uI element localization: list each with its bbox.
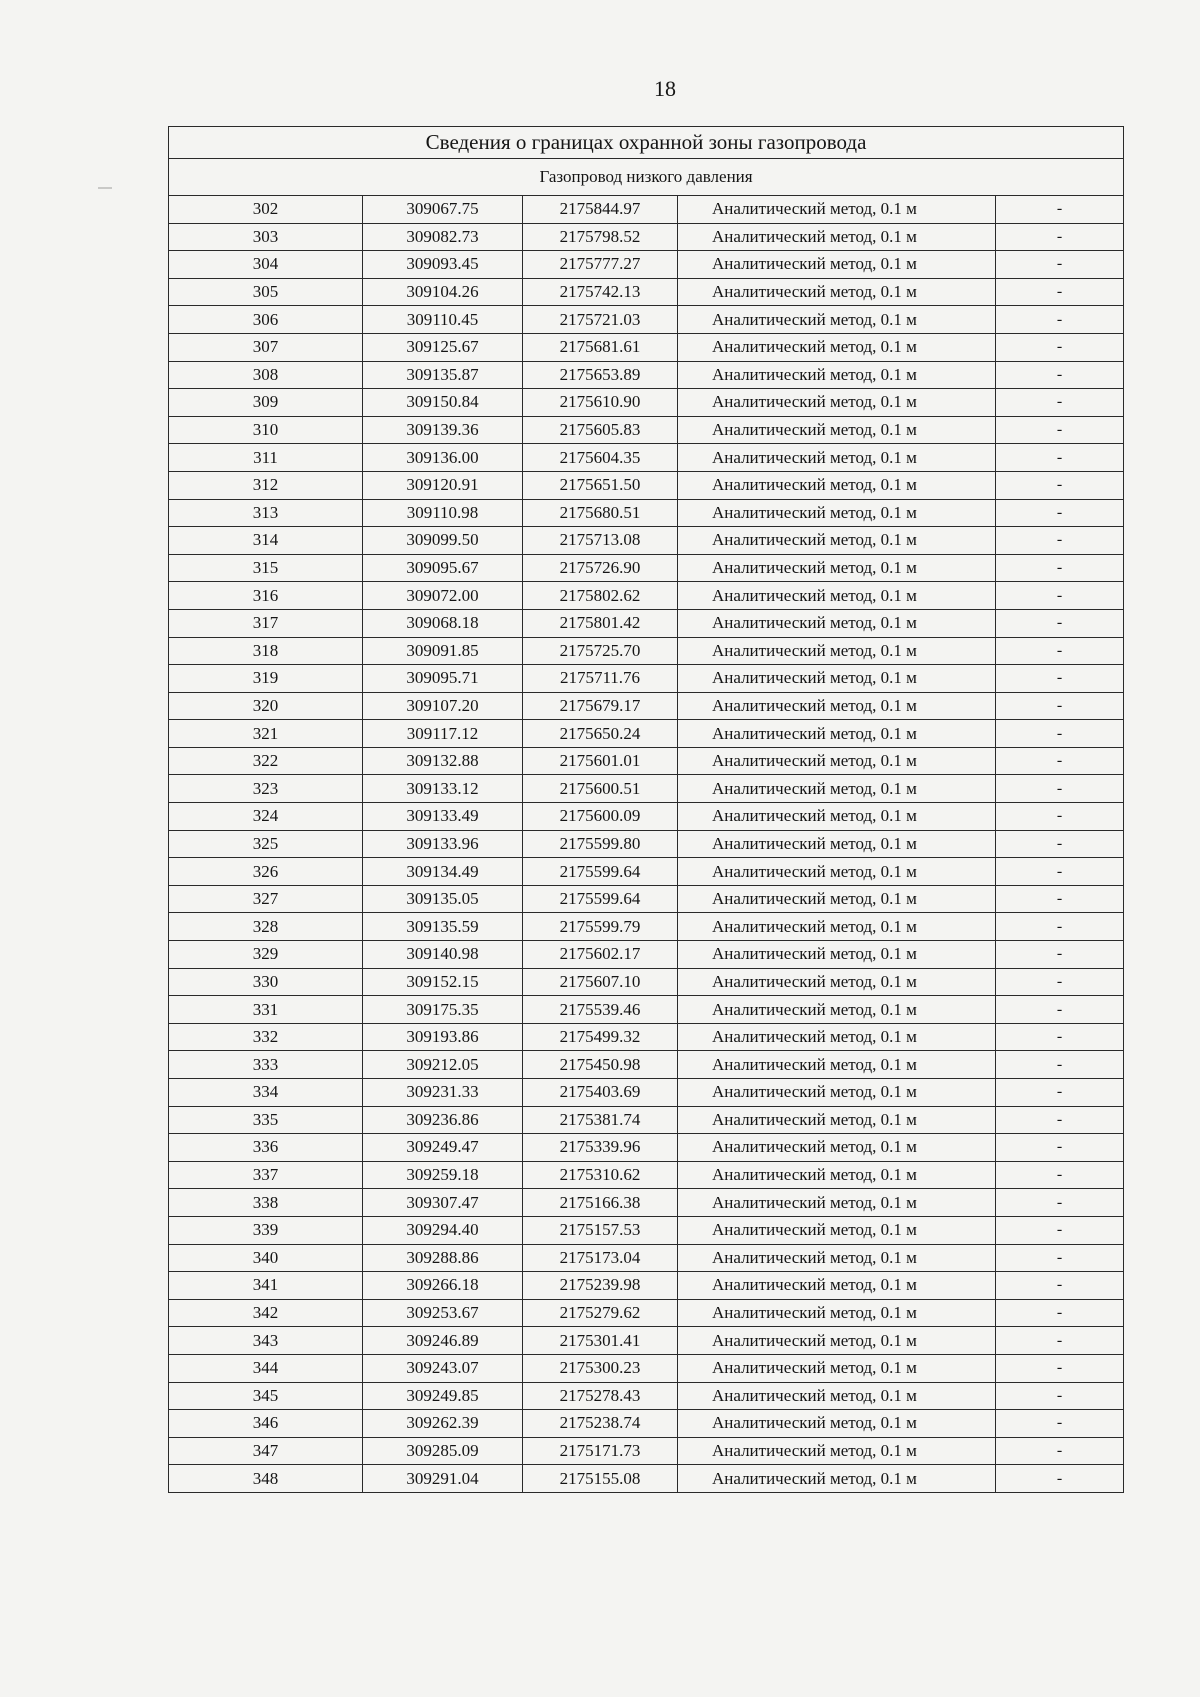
point-number-cell: 313 xyxy=(169,499,363,527)
x-coordinate-cell: 309253.67 xyxy=(363,1299,523,1327)
x-coordinate-cell: 309212.05 xyxy=(363,1051,523,1079)
method-cell: Аналитический метод, 0.1 м xyxy=(678,554,996,582)
method-cell: Аналитический метод, 0.1 м xyxy=(678,278,996,306)
method-cell: Аналитический метод, 0.1 м xyxy=(678,1272,996,1300)
point-number-cell: 342 xyxy=(169,1299,363,1327)
y-coordinate-cell: 2175604.35 xyxy=(523,444,678,472)
table-row xyxy=(169,196,1124,224)
x-coordinate-cell: 309117.12 xyxy=(363,720,523,748)
y-coordinate-cell: 2175381.74 xyxy=(523,1106,678,1134)
method-cell: Аналитический метод, 0.1 м xyxy=(678,471,996,499)
note-cell: - xyxy=(996,1465,1124,1493)
table-row xyxy=(169,1244,1124,1272)
x-coordinate-cell: 309288.86 xyxy=(363,1244,523,1272)
table-row xyxy=(169,830,1124,858)
table-row xyxy=(169,416,1124,444)
table-row xyxy=(169,1437,1124,1465)
y-coordinate-cell: 2175499.32 xyxy=(523,1023,678,1051)
table-row xyxy=(169,775,1124,803)
y-coordinate-cell: 2175721.03 xyxy=(523,306,678,334)
note-cell: - xyxy=(996,1023,1124,1051)
note-cell: - xyxy=(996,582,1124,610)
x-coordinate-cell: 309285.09 xyxy=(363,1437,523,1465)
method-cell: Аналитический метод, 0.1 м xyxy=(678,306,996,334)
table-row xyxy=(169,747,1124,775)
note-cell: - xyxy=(996,1272,1124,1300)
y-coordinate-cell: 2175844.97 xyxy=(523,196,678,224)
point-number-cell: 329 xyxy=(169,941,363,969)
note-cell: - xyxy=(996,278,1124,306)
note-cell: - xyxy=(996,1216,1124,1244)
y-coordinate-cell: 2175600.51 xyxy=(523,775,678,803)
note-cell: - xyxy=(996,1189,1124,1217)
table-row xyxy=(169,609,1124,637)
x-coordinate-cell: 309136.00 xyxy=(363,444,523,472)
note-cell: - xyxy=(996,554,1124,582)
method-cell: Аналитический метод, 0.1 м xyxy=(678,1327,996,1355)
y-coordinate-cell: 2175650.24 xyxy=(523,720,678,748)
y-coordinate-cell: 2175711.76 xyxy=(523,665,678,693)
y-coordinate-cell: 2175651.50 xyxy=(523,471,678,499)
x-coordinate-cell: 309294.40 xyxy=(363,1216,523,1244)
y-coordinate-cell: 2175171.73 xyxy=(523,1437,678,1465)
y-coordinate-cell: 2175157.53 xyxy=(523,1216,678,1244)
x-coordinate-cell: 309266.18 xyxy=(363,1272,523,1300)
y-coordinate-cell: 2175450.98 xyxy=(523,1051,678,1079)
table-row xyxy=(169,968,1124,996)
y-coordinate-cell: 2175679.17 xyxy=(523,692,678,720)
point-number-cell: 347 xyxy=(169,1437,363,1465)
x-coordinate-cell: 309095.67 xyxy=(363,554,523,582)
y-coordinate-cell: 2175801.42 xyxy=(523,609,678,637)
x-coordinate-cell: 309307.47 xyxy=(363,1189,523,1217)
method-cell: Аналитический метод, 0.1 м xyxy=(678,830,996,858)
y-coordinate-cell: 2175599.79 xyxy=(523,913,678,941)
coordinates-table xyxy=(168,126,1124,1493)
method-cell: Аналитический метод, 0.1 м xyxy=(678,361,996,389)
y-coordinate-cell: 2175600.09 xyxy=(523,803,678,831)
note-cell: - xyxy=(996,609,1124,637)
x-coordinate-cell: 309099.50 xyxy=(363,527,523,555)
note-cell: - xyxy=(996,306,1124,334)
note-cell: - xyxy=(996,692,1124,720)
method-cell: Аналитический метод, 0.1 м xyxy=(678,747,996,775)
x-coordinate-cell: 309110.98 xyxy=(363,499,523,527)
point-number-cell: 348 xyxy=(169,1465,363,1493)
x-coordinate-cell: 309246.89 xyxy=(363,1327,523,1355)
point-number-cell: 306 xyxy=(169,306,363,334)
table-row xyxy=(169,692,1124,720)
method-cell: Аналитический метод, 0.1 м xyxy=(678,941,996,969)
point-number-cell: 317 xyxy=(169,609,363,637)
point-number-cell: 335 xyxy=(169,1106,363,1134)
table-row xyxy=(169,1051,1124,1079)
x-coordinate-cell: 309150.84 xyxy=(363,389,523,417)
table-title: Сведения о границах охранной зоны газопровода xyxy=(169,127,1124,159)
x-coordinate-cell: 309134.49 xyxy=(363,858,523,886)
table-row xyxy=(169,251,1124,279)
page-number: 18 xyxy=(654,76,676,101)
point-number-cell: 309 xyxy=(169,389,363,417)
note-cell: - xyxy=(996,775,1124,803)
x-coordinate-cell: 309135.05 xyxy=(363,885,523,913)
method-cell: Аналитический метод, 0.1 м xyxy=(678,1134,996,1162)
table-row xyxy=(169,1189,1124,1217)
point-number-cell: 343 xyxy=(169,1327,363,1355)
y-coordinate-cell: 2175539.46 xyxy=(523,996,678,1024)
point-number-cell: 322 xyxy=(169,747,363,775)
y-coordinate-cell: 2175599.64 xyxy=(523,858,678,886)
point-number-cell: 303 xyxy=(169,223,363,251)
method-cell: Аналитический метод, 0.1 м xyxy=(678,389,996,417)
y-coordinate-cell: 2175802.62 xyxy=(523,582,678,610)
note-cell: - xyxy=(996,747,1124,775)
method-cell: Аналитический метод, 0.1 м xyxy=(678,1106,996,1134)
point-number-cell: 326 xyxy=(169,858,363,886)
note-cell: - xyxy=(996,803,1124,831)
y-coordinate-cell: 2175310.62 xyxy=(523,1161,678,1189)
note-cell: - xyxy=(996,1134,1124,1162)
x-coordinate-cell: 309175.35 xyxy=(363,996,523,1024)
y-coordinate-cell: 2175742.13 xyxy=(523,278,678,306)
note-cell: - xyxy=(996,444,1124,472)
x-coordinate-cell: 309152.15 xyxy=(363,968,523,996)
table-row xyxy=(169,471,1124,499)
point-number-cell: 321 xyxy=(169,720,363,748)
point-number-cell: 334 xyxy=(169,1079,363,1107)
method-cell: Аналитический метод, 0.1 м xyxy=(678,775,996,803)
point-number-cell: 332 xyxy=(169,1023,363,1051)
method-cell: Аналитический метод, 0.1 м xyxy=(678,527,996,555)
table-subtitle: Газопровод низкого давления xyxy=(169,159,1124,196)
x-coordinate-cell: 309067.75 xyxy=(363,196,523,224)
method-cell: Аналитический метод, 0.1 м xyxy=(678,196,996,224)
y-coordinate-cell: 2175602.17 xyxy=(523,941,678,969)
x-coordinate-cell: 309140.98 xyxy=(363,941,523,969)
y-coordinate-cell: 2175777.27 xyxy=(523,251,678,279)
x-coordinate-cell: 309249.85 xyxy=(363,1382,523,1410)
table-row xyxy=(169,1134,1124,1162)
note-cell: - xyxy=(996,1354,1124,1382)
note-cell: - xyxy=(996,416,1124,444)
point-number-cell: 325 xyxy=(169,830,363,858)
y-coordinate-cell: 2175238.74 xyxy=(523,1410,678,1438)
point-number-cell: 344 xyxy=(169,1354,363,1382)
table-row xyxy=(169,1410,1124,1438)
table-row xyxy=(169,941,1124,969)
method-cell: Аналитический метод, 0.1 м xyxy=(678,858,996,886)
point-number-cell: 311 xyxy=(169,444,363,472)
table-title-row xyxy=(169,127,1124,159)
method-cell: Аналитический метод, 0.1 м xyxy=(678,885,996,913)
method-cell: Аналитический метод, 0.1 м xyxy=(678,444,996,472)
method-cell: Аналитический метод, 0.1 м xyxy=(678,1079,996,1107)
y-coordinate-cell: 2175680.51 xyxy=(523,499,678,527)
y-coordinate-cell: 2175301.41 xyxy=(523,1327,678,1355)
y-coordinate-cell: 2175601.01 xyxy=(523,747,678,775)
point-number-cell: 339 xyxy=(169,1216,363,1244)
x-coordinate-cell: 309135.87 xyxy=(363,361,523,389)
table-row xyxy=(169,913,1124,941)
note-cell: - xyxy=(996,720,1124,748)
point-number-cell: 328 xyxy=(169,913,363,941)
point-number-cell: 302 xyxy=(169,196,363,224)
x-coordinate-cell: 309236.86 xyxy=(363,1106,523,1134)
method-cell: Аналитический метод, 0.1 м xyxy=(678,1382,996,1410)
method-cell: Аналитический метод, 0.1 м xyxy=(678,996,996,1024)
table-row xyxy=(169,223,1124,251)
note-cell: - xyxy=(996,196,1124,224)
x-coordinate-cell: 309133.12 xyxy=(363,775,523,803)
note-cell: - xyxy=(996,1410,1124,1438)
table-row xyxy=(169,361,1124,389)
x-coordinate-cell: 309132.88 xyxy=(363,747,523,775)
x-coordinate-cell: 309120.91 xyxy=(363,471,523,499)
note-cell: - xyxy=(996,499,1124,527)
note-cell: - xyxy=(996,333,1124,361)
note-cell: - xyxy=(996,251,1124,279)
y-coordinate-cell: 2175610.90 xyxy=(523,389,678,417)
table-row xyxy=(169,637,1124,665)
x-coordinate-cell: 309125.67 xyxy=(363,333,523,361)
point-number-cell: 345 xyxy=(169,1382,363,1410)
method-cell: Аналитический метод, 0.1 м xyxy=(678,803,996,831)
note-cell: - xyxy=(996,1437,1124,1465)
method-cell: Аналитический метод, 0.1 м xyxy=(678,665,996,693)
method-cell: Аналитический метод, 0.1 м xyxy=(678,1465,996,1493)
point-number-cell: 319 xyxy=(169,665,363,693)
x-coordinate-cell: 309093.45 xyxy=(363,251,523,279)
x-coordinate-cell: 309104.26 xyxy=(363,278,523,306)
method-cell: Аналитический метод, 0.1 м xyxy=(678,1244,996,1272)
y-coordinate-cell: 2175403.69 xyxy=(523,1079,678,1107)
table-row xyxy=(169,1161,1124,1189)
method-cell: Аналитический метод, 0.1 м xyxy=(678,1354,996,1382)
y-coordinate-cell: 2175713.08 xyxy=(523,527,678,555)
note-cell: - xyxy=(996,527,1124,555)
y-coordinate-cell: 2175681.61 xyxy=(523,333,678,361)
table-row xyxy=(169,1272,1124,1300)
method-cell: Аналитический метод, 0.1 м xyxy=(678,1161,996,1189)
table-row xyxy=(169,582,1124,610)
scan-artifact-mark xyxy=(98,187,112,189)
table-body xyxy=(169,127,1124,1493)
method-cell: Аналитический метод, 0.1 м xyxy=(678,1023,996,1051)
note-cell: - xyxy=(996,1079,1124,1107)
point-number-cell: 318 xyxy=(169,637,363,665)
x-coordinate-cell: 309139.36 xyxy=(363,416,523,444)
note-cell: - xyxy=(996,968,1124,996)
table-row xyxy=(169,996,1124,1024)
table-subtitle-row xyxy=(169,159,1124,196)
method-cell: Аналитический метод, 0.1 м xyxy=(678,609,996,637)
point-number-cell: 337 xyxy=(169,1161,363,1189)
table-row xyxy=(169,278,1124,306)
method-cell: Аналитический метод, 0.1 м xyxy=(678,251,996,279)
y-coordinate-cell: 2175798.52 xyxy=(523,223,678,251)
point-number-cell: 346 xyxy=(169,1410,363,1438)
table-row xyxy=(169,1299,1124,1327)
note-cell: - xyxy=(996,389,1124,417)
point-number-cell: 316 xyxy=(169,582,363,610)
method-cell: Аналитический метод, 0.1 м xyxy=(678,1299,996,1327)
point-number-cell: 314 xyxy=(169,527,363,555)
point-number-cell: 308 xyxy=(169,361,363,389)
coordinates-table-container xyxy=(168,126,1123,1493)
point-number-cell: 305 xyxy=(169,278,363,306)
point-number-cell: 310 xyxy=(169,416,363,444)
note-cell: - xyxy=(996,1244,1124,1272)
point-number-cell: 320 xyxy=(169,692,363,720)
y-coordinate-cell: 2175279.62 xyxy=(523,1299,678,1327)
point-number-cell: 336 xyxy=(169,1134,363,1162)
x-coordinate-cell: 309135.59 xyxy=(363,913,523,941)
x-coordinate-cell: 309091.85 xyxy=(363,637,523,665)
method-cell: Аналитический метод, 0.1 м xyxy=(678,913,996,941)
table-row xyxy=(169,1106,1124,1134)
x-coordinate-cell: 309249.47 xyxy=(363,1134,523,1162)
y-coordinate-cell: 2175599.64 xyxy=(523,885,678,913)
point-number-cell: 307 xyxy=(169,333,363,361)
note-cell: - xyxy=(996,1051,1124,1079)
point-number-cell: 330 xyxy=(169,968,363,996)
method-cell: Аналитический метод, 0.1 м xyxy=(678,1051,996,1079)
note-cell: - xyxy=(996,1299,1124,1327)
method-cell: Аналитический метод, 0.1 м xyxy=(678,720,996,748)
note-cell: - xyxy=(996,1327,1124,1355)
method-cell: Аналитический метод, 0.1 м xyxy=(678,968,996,996)
point-number-cell: 331 xyxy=(169,996,363,1024)
y-coordinate-cell: 2175653.89 xyxy=(523,361,678,389)
table-row xyxy=(169,1079,1124,1107)
note-cell: - xyxy=(996,361,1124,389)
note-cell: - xyxy=(996,830,1124,858)
table-row xyxy=(169,1382,1124,1410)
table-row xyxy=(169,803,1124,831)
x-coordinate-cell: 309262.39 xyxy=(363,1410,523,1438)
table-row xyxy=(169,554,1124,582)
method-cell: Аналитический метод, 0.1 м xyxy=(678,692,996,720)
table-row xyxy=(169,858,1124,886)
table-row xyxy=(169,333,1124,361)
method-cell: Аналитический метод, 0.1 м xyxy=(678,637,996,665)
x-coordinate-cell: 309259.18 xyxy=(363,1161,523,1189)
point-number-cell: 324 xyxy=(169,803,363,831)
point-number-cell: 323 xyxy=(169,775,363,803)
table-row xyxy=(169,527,1124,555)
table-row xyxy=(169,306,1124,334)
y-coordinate-cell: 2175239.98 xyxy=(523,1272,678,1300)
x-coordinate-cell: 309072.00 xyxy=(363,582,523,610)
method-cell: Аналитический метод, 0.1 м xyxy=(678,333,996,361)
y-coordinate-cell: 2175339.96 xyxy=(523,1134,678,1162)
point-number-cell: 341 xyxy=(169,1272,363,1300)
note-cell: - xyxy=(996,223,1124,251)
y-coordinate-cell: 2175725.70 xyxy=(523,637,678,665)
note-cell: - xyxy=(996,885,1124,913)
table-row xyxy=(169,389,1124,417)
x-coordinate-cell: 309107.20 xyxy=(363,692,523,720)
x-coordinate-cell: 309082.73 xyxy=(363,223,523,251)
x-coordinate-cell: 309133.49 xyxy=(363,803,523,831)
table-row xyxy=(169,665,1124,693)
point-number-cell: 315 xyxy=(169,554,363,582)
table-row xyxy=(169,1465,1124,1493)
y-coordinate-cell: 2175726.90 xyxy=(523,554,678,582)
method-cell: Аналитический метод, 0.1 м xyxy=(678,1410,996,1438)
point-number-cell: 304 xyxy=(169,251,363,279)
y-coordinate-cell: 2175155.08 xyxy=(523,1465,678,1493)
table-row xyxy=(169,720,1124,748)
x-coordinate-cell: 309291.04 xyxy=(363,1465,523,1493)
y-coordinate-cell: 2175300.23 xyxy=(523,1354,678,1382)
table-row xyxy=(169,1023,1124,1051)
note-cell: - xyxy=(996,996,1124,1024)
method-cell: Аналитический метод, 0.1 м xyxy=(678,1437,996,1465)
point-number-cell: 338 xyxy=(169,1189,363,1217)
y-coordinate-cell: 2175173.04 xyxy=(523,1244,678,1272)
point-number-cell: 327 xyxy=(169,885,363,913)
y-coordinate-cell: 2175166.38 xyxy=(523,1189,678,1217)
x-coordinate-cell: 309133.96 xyxy=(363,830,523,858)
point-number-cell: 340 xyxy=(169,1244,363,1272)
x-coordinate-cell: 309110.45 xyxy=(363,306,523,334)
note-cell: - xyxy=(996,665,1124,693)
x-coordinate-cell: 309068.18 xyxy=(363,609,523,637)
y-coordinate-cell: 2175278.43 xyxy=(523,1382,678,1410)
method-cell: Аналитический метод, 0.1 м xyxy=(678,499,996,527)
point-number-cell: 312 xyxy=(169,471,363,499)
x-coordinate-cell: 309231.33 xyxy=(363,1079,523,1107)
point-number-cell: 333 xyxy=(169,1051,363,1079)
method-cell: Аналитический метод, 0.1 м xyxy=(678,1216,996,1244)
note-cell: - xyxy=(996,941,1124,969)
table-row xyxy=(169,444,1124,472)
note-cell: - xyxy=(996,1161,1124,1189)
y-coordinate-cell: 2175607.10 xyxy=(523,968,678,996)
note-cell: - xyxy=(996,471,1124,499)
x-coordinate-cell: 309243.07 xyxy=(363,1354,523,1382)
note-cell: - xyxy=(996,913,1124,941)
method-cell: Аналитический метод, 0.1 м xyxy=(678,416,996,444)
table-row xyxy=(169,885,1124,913)
y-coordinate-cell: 2175605.83 xyxy=(523,416,678,444)
table-row xyxy=(169,1327,1124,1355)
note-cell: - xyxy=(996,858,1124,886)
note-cell: - xyxy=(996,1382,1124,1410)
note-cell: - xyxy=(996,1106,1124,1134)
x-coordinate-cell: 309193.86 xyxy=(363,1023,523,1051)
x-coordinate-cell: 309095.71 xyxy=(363,665,523,693)
method-cell: Аналитический метод, 0.1 м xyxy=(678,1189,996,1217)
table-row xyxy=(169,499,1124,527)
method-cell: Аналитический метод, 0.1 м xyxy=(678,223,996,251)
table-row xyxy=(169,1354,1124,1382)
y-coordinate-cell: 2175599.80 xyxy=(523,830,678,858)
table-row xyxy=(169,1216,1124,1244)
note-cell: - xyxy=(996,637,1124,665)
method-cell: Аналитический метод, 0.1 м xyxy=(678,582,996,610)
